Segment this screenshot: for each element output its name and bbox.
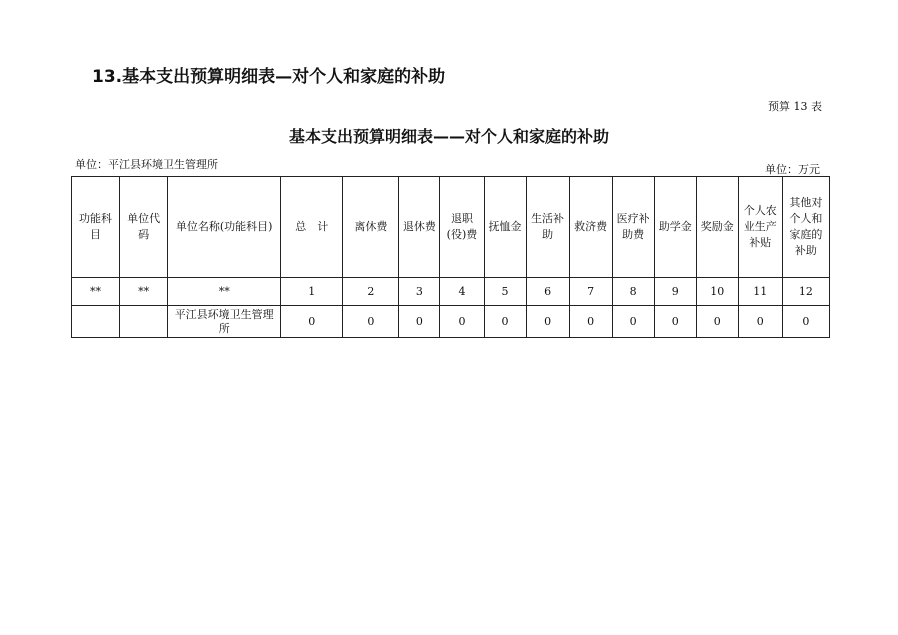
code-cell: 10 <box>696 278 738 306</box>
code-cell: 11 <box>738 278 782 306</box>
data-cell: 0 <box>343 306 399 338</box>
budget-table <box>71 176 830 338</box>
code-cell: 2 <box>343 278 399 306</box>
header-cell: 医疗补助费 <box>612 177 654 278</box>
header-cell: 功能科目 <box>72 177 120 278</box>
data-cell: 0 <box>654 306 696 338</box>
data-cell <box>120 306 168 338</box>
header-cell: 离休费 <box>343 177 399 278</box>
data-cell: 平江县环境卫生管理所 <box>168 306 281 338</box>
data-cell <box>72 306 120 338</box>
header-cell: 生活补助 <box>526 177 569 278</box>
header-cell: 抚恤金 <box>484 177 526 278</box>
header-cell: 奖励金 <box>696 177 738 278</box>
table-title: 基本支出预算明细表——对个人和家庭的补助 <box>288 127 609 146</box>
code-cell: ** <box>72 278 120 306</box>
header-cell: 总 计 <box>281 177 343 278</box>
data-cell: 0 <box>782 306 829 338</box>
data-cell: 0 <box>696 306 738 338</box>
unit-currency: 单位：万元 <box>765 163 820 176</box>
header-cell: 助学金 <box>654 177 696 278</box>
header-cell: 单位名称(功能科目) <box>168 177 281 278</box>
section-title: 13.基本支出预算明细表—对个人和家庭的补助 <box>92 67 446 87</box>
code-cell: 4 <box>440 278 484 306</box>
form-number: 预算 13 表 <box>768 100 822 113</box>
data-cell: 0 <box>612 306 654 338</box>
data-cell: 0 <box>484 306 526 338</box>
header-cell: 单位代码 <box>120 177 168 278</box>
header-cell: 退职(役)费 <box>440 177 484 278</box>
code-cell: 8 <box>612 278 654 306</box>
data-cell: 0 <box>569 306 612 338</box>
table-row <box>72 306 830 338</box>
header-cell: 救济费 <box>569 177 612 278</box>
code-cell: ** <box>168 278 281 306</box>
code-cell: 3 <box>399 278 440 306</box>
data-cell: 0 <box>440 306 484 338</box>
code-cell: 6 <box>526 278 569 306</box>
code-cell: 9 <box>654 278 696 306</box>
header-cell: 退休费 <box>399 177 440 278</box>
data-cell: 0 <box>738 306 782 338</box>
header-row <box>72 177 830 278</box>
code-cell: 5 <box>484 278 526 306</box>
code-row <box>72 278 830 306</box>
code-cell: 1 <box>281 278 343 306</box>
data-cell: 0 <box>399 306 440 338</box>
data-cell: 0 <box>526 306 569 338</box>
code-cell: 12 <box>782 278 829 306</box>
code-cell: ** <box>120 278 168 306</box>
data-cell: 0 <box>281 306 343 338</box>
unit-organization: 单位：平江县环境卫生管理所 <box>75 158 218 171</box>
header-cell: 个人农业生产补贴 <box>738 177 782 278</box>
header-cell: 其他对个人和家庭的补助 <box>782 177 829 278</box>
code-cell: 7 <box>569 278 612 306</box>
